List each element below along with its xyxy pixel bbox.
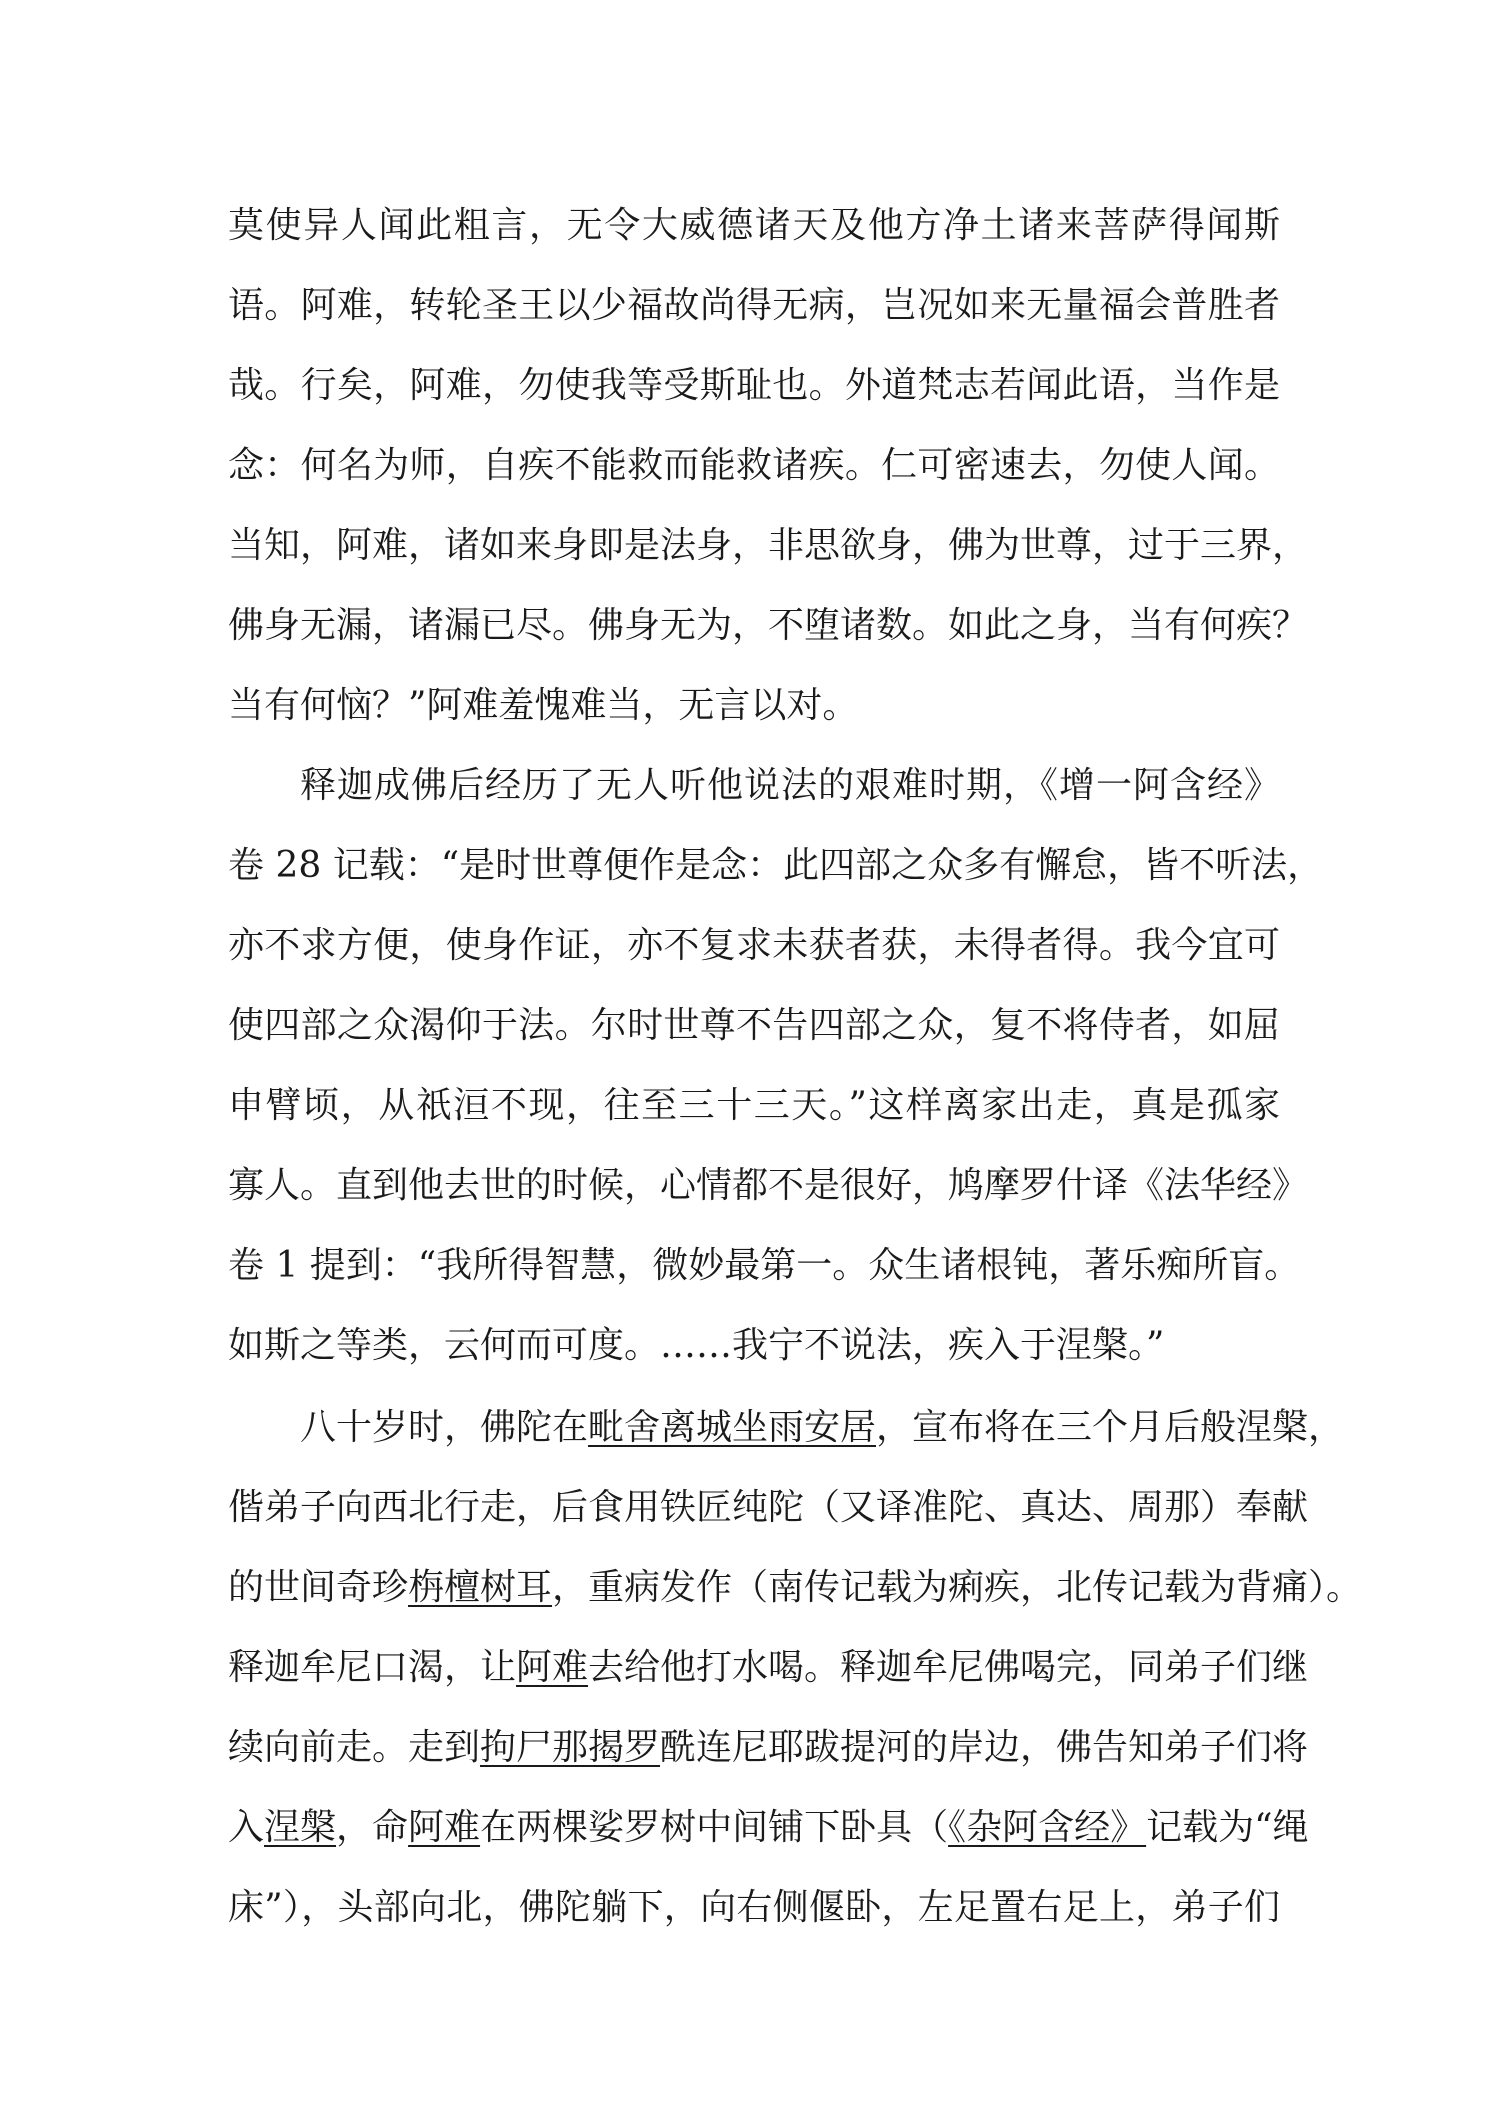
underlined-term: 《杂阿含经》: [948, 1807, 1147, 1848]
text-line: [228, 506, 1309, 586]
text-run: 的世间奇珍: [228, 1567, 409, 1608]
text-run: 寡人。直到他去世的时候，心情都不是很好，鸠摩罗什译《法华经》: [228, 1165, 1309, 1206]
paragraph-3: [228, 1388, 1363, 1948]
text-run: 入: [228, 1807, 265, 1848]
underlined-term: 毗舍离城坐雨安居: [588, 1407, 877, 1448]
paragraph-2: [228, 746, 1324, 1386]
text-line: [228, 1868, 1280, 1948]
text-run: 酰连尼耶跋提河的岸边，佛告知弟子们将: [660, 1727, 1309, 1768]
text-line: [228, 746, 1280, 826]
text-line: [228, 1788, 1309, 1868]
text-line: [228, 1468, 1309, 1548]
text-line: [228, 1066, 1280, 1146]
paragraph-1: [228, 186, 1309, 746]
text-run: 偕弟子向西北行走，后食用铁匠纯陀（又译准陀、真达、周那）奉献: [228, 1487, 1309, 1528]
text-line: [228, 1226, 1301, 1306]
text-line: [228, 1306, 1280, 1386]
text-run: 床”），头部向北，佛陀躺下，向右侧偃卧，左足置右足上，弟子们: [228, 1887, 1280, 1928]
text-line: [228, 586, 1309, 666]
text-run: 使四部之众渴仰于法。尔时世尊不告四部之众，复不将侍者，如屈: [228, 1005, 1280, 1046]
text-line: [228, 1548, 1363, 1628]
text-line: [228, 426, 1280, 506]
text-run: 续向前走。走到: [228, 1727, 481, 1768]
text-run: ，命: [336, 1807, 409, 1848]
text-run: ，宣布将在三个月后般涅槃，: [876, 1407, 1345, 1448]
text-run: 哉。行矣，阿难，勿使我等受斯耻也。外道梵志若闻此语，当作是: [228, 365, 1280, 406]
underlined-term: 阿难: [516, 1647, 589, 1688]
text-run: 八十岁时，佛陀在: [300, 1407, 589, 1448]
text-run: 佛身无漏，诸漏已尽。佛身无为，不堕诸数。如此之身，当有何疾？: [228, 605, 1309, 646]
text-run: 在两棵娑罗树中间铺下卧具（: [480, 1807, 949, 1848]
text-run: 如斯之等类，云何而可度。……我宁不说法，疾入于涅槃。”: [228, 1325, 1165, 1366]
text-run: 释迦成佛后经历了无人听他说法的艰难时期，《增一阿含经》: [300, 765, 1280, 806]
underlined-term: 拘尸那揭罗: [480, 1727, 661, 1768]
text-line: [228, 186, 1280, 266]
text-line: [228, 826, 1324, 906]
text-run: 去给他打水喝。释迦牟尼佛喝完，同弟子们继: [588, 1647, 1309, 1688]
text-line: [228, 1146, 1309, 1226]
text-line: [228, 266, 1280, 346]
text-run: 语。阿难，转轮圣王以少福故尚得无病，岂况如来无量福会普胜者: [228, 285, 1280, 326]
text-run: 当有何恼？”阿难羞愧难当，无言以对。: [228, 685, 859, 726]
text-line: [228, 906, 1280, 986]
text-run: 申臂顷，从祇洹不现，往至三十三天。”这样离家出走，真是孤家: [228, 1085, 1280, 1126]
text-line: [228, 1628, 1309, 1708]
text-run: 念：何名为师，自疾不能救而能救诸疾。仁可密速去，勿使人闻。: [228, 445, 1280, 486]
underlined-term: 栴檀树耳: [408, 1567, 553, 1608]
text-run: 卷 28 记载：“是时世尊便作是念：此四部之众多有懈怠，皆不听法，: [228, 845, 1324, 886]
text-line: [228, 1388, 1345, 1468]
text-run: 释迦牟尼口渴，让: [228, 1647, 517, 1688]
text-line: [228, 1708, 1309, 1788]
text-run: ，重病发作（南传记载为痢疾，北传记载为背痛）。: [552, 1567, 1363, 1608]
text-run: 当知，阿难，诸如来身即是法身，非思欲身，佛为世尊，过于三界，: [228, 525, 1309, 566]
text-run: 亦不求方便，使身作证，亦不复求未获者获，未得者得。我今宜可: [228, 925, 1280, 966]
text-line: [228, 986, 1280, 1066]
text-line: [228, 666, 1280, 746]
text-run: 记载为“绳: [1146, 1807, 1309, 1848]
text-run: 卷 1 提到：“我所得智慧，微妙最第一。众生诸根钝，著乐痴所盲。: [228, 1245, 1301, 1286]
underlined-term: 阿难: [408, 1807, 481, 1848]
text-line: [228, 346, 1280, 426]
text-run: 莫使异人闻此粗言，无令大威德诸天及他方净土诸来菩萨得闻斯: [228, 205, 1280, 246]
underlined-term: 涅槃: [264, 1807, 337, 1848]
